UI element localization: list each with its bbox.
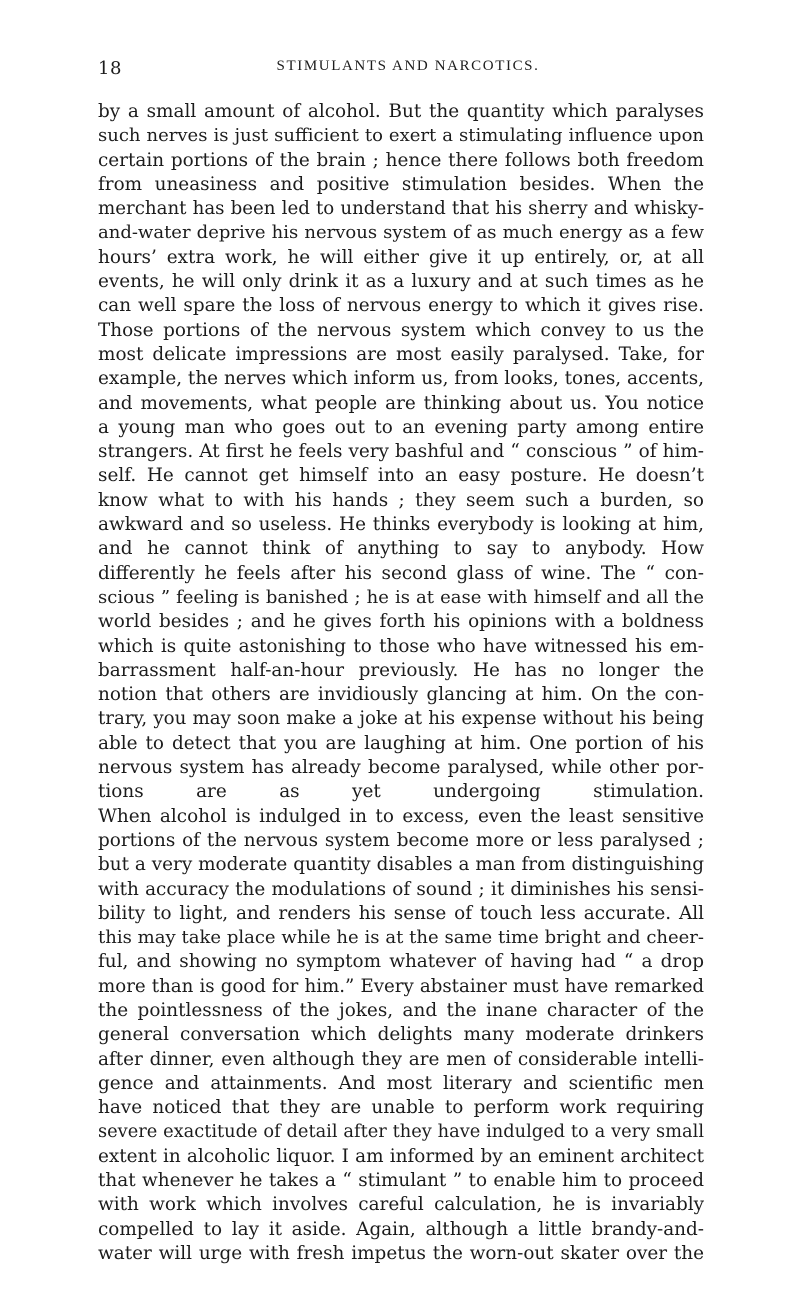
text-line: this may take place while he is at the same time bright and cheer-	[98, 927, 704, 949]
text-line: after dinner, even although they are men of considerable intelli-	[98, 1048, 704, 1070]
text-line: Those portions of the nervous system which convey to us the	[98, 319, 704, 341]
text-line: from uneasiness and positive stimulation besides. When the	[98, 173, 704, 195]
text-line: by a small amount of alcohol. But the quantity which paralyses	[98, 101, 704, 122]
text-line: hours’ extra work, he will either give it up entirely, or, at all	[98, 246, 704, 268]
body-text	[98, 100, 704, 1266]
text-line: and-water deprive his nervous system of as much energy as a few	[98, 222, 704, 244]
text-line: but a very moderate quantity disables a man from distinguishing	[98, 854, 704, 876]
text-line: differently he feels after his second glass of wine. The “ con-	[98, 562, 704, 584]
text-line: example, the nerves which inform us, from looks, tones, accents,	[98, 368, 704, 390]
text-line: scious ” feeling is banished ; he is at ease with himself and all the	[98, 586, 704, 608]
running-head: STIMULANTS AND NARCOTICS.	[276, 58, 540, 74]
text-line: When alcohol is indulged in to excess, even the least sensitive	[98, 805, 704, 827]
text-line: events, he will only drink it as a luxury and at such times as he	[98, 271, 704, 293]
text-line: with work which involves careful calculation, he is invariably	[98, 1194, 704, 1216]
text-line: self. He cannot get himself into an easy posture. He doesn’t	[98, 465, 704, 487]
text-line: which is quite astonishing to those who have witnessed his em-	[98, 635, 704, 657]
page-number: 18	[98, 58, 122, 79]
text-line: ful, and showing no symptom whatever of having had “ a drop	[98, 951, 704, 973]
text-line: gence and attainments. And most literary and scientific men	[98, 1072, 704, 1094]
text-line: strangers. At first he feels very bashful and “ conscious ” of him-	[98, 441, 704, 463]
text-line: nervous system has already become paralysed, while other por-	[98, 757, 704, 779]
text-line: general conversation which delights many moderate drinkers	[98, 1024, 704, 1046]
text-line: a young man who goes out to an evening party among entire	[98, 416, 704, 438]
text-line: that whenever he takes a “ stimulant ” to enable him to proceed	[98, 1170, 704, 1192]
page-header	[98, 58, 718, 84]
text-line: with accuracy the modulations of sound ; it diminishes his sensi-	[98, 878, 704, 900]
text-line: and movements, what people are thinking about us. You notice	[98, 392, 704, 414]
text-line: notion that others are invidiously glancing at him. On the con-	[98, 684, 704, 706]
text-line: such nerves is just sufficient to exert a stimulating influence upon	[98, 125, 704, 147]
text-line: extent in alcoholic liquor. I am informed by an eminent architect	[98, 1145, 704, 1167]
text-line: more than is good for him.” Every abstainer must have remarked	[98, 975, 704, 997]
text-line: world besides ; and he gives forth his opinions with a boldness	[98, 611, 704, 633]
text-line: and he cannot think of anything to say to anybody. How	[98, 538, 704, 560]
text-line: the pointlessness of the jokes, and the inane character of the	[98, 999, 704, 1021]
text-line: bility to light, and renders his sense of touch less accurate. All	[98, 902, 704, 924]
text-line: can well spare the loss of nervous energy to which it gives rise.	[98, 295, 704, 317]
text-line: portions of the nervous system become more or less paralysed ;	[98, 829, 704, 851]
text-line: barrassment half-an-hour previously. He has no longer the	[98, 659, 704, 681]
text-line: severe exactitude of detail after they have indulged to a very small	[98, 1121, 704, 1143]
text-line: tions are as yet undergoing stimulation.	[98, 781, 704, 803]
text-line: most delicate impressions are most easily paralysed. Take, for	[98, 343, 704, 365]
text-line: merchant has been led to understand that his sherry and whisky-	[98, 198, 704, 220]
text-line: trary, you may soon make a joke at his expense without his being	[98, 708, 704, 730]
text-line: have noticed that they are unable to perform work requiring	[98, 1097, 704, 1119]
text-line: know what to with his hands ; they seem such a burden, so	[98, 489, 704, 511]
text-line: water will urge with fresh impetus the worn-out skater over the	[98, 1242, 704, 1264]
text-line: able to detect that you are laughing at him. One portion of his	[98, 732, 704, 754]
text-line: certain portions of the brain ; hence there follows both freedom	[98, 149, 704, 171]
text-line: awkward and so useless. He thinks everybody is looking at him,	[98, 514, 704, 536]
text-line: compelled to lay it aside. Again, although a little brandy-and-	[98, 1218, 704, 1240]
